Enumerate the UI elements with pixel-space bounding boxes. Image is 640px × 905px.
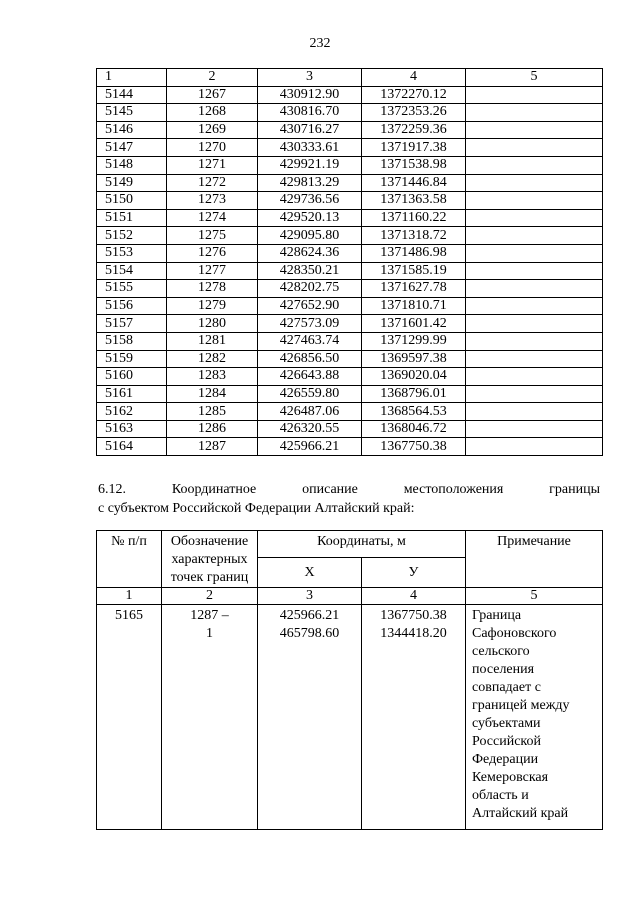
table-cell: 5164 bbox=[97, 438, 167, 456]
table-cell: 1371585.19 bbox=[362, 262, 466, 280]
table-cell: 1371538.98 bbox=[362, 156, 466, 174]
table-cell: 1286 bbox=[167, 420, 258, 438]
table-row bbox=[97, 156, 603, 174]
table-cell: 1271 bbox=[167, 156, 258, 174]
table-cell bbox=[466, 209, 603, 227]
coordinates-table bbox=[96, 68, 603, 456]
header-x: Х bbox=[258, 558, 362, 588]
table-row bbox=[97, 420, 603, 438]
table-row bbox=[97, 403, 603, 421]
note-line: Кемеровская bbox=[472, 770, 549, 785]
table-cell bbox=[466, 156, 603, 174]
table-cell bbox=[466, 403, 603, 421]
table-cell: 5146 bbox=[97, 121, 167, 139]
table-cell: 1371446.84 bbox=[362, 174, 466, 192]
table-cell: 5157 bbox=[97, 315, 167, 333]
header-note: Примечание bbox=[466, 531, 603, 588]
table-cell: 430912.90 bbox=[258, 86, 362, 104]
table-cell: 1372270.12 bbox=[362, 86, 466, 104]
table-cell: 3 bbox=[258, 69, 362, 87]
table-cell bbox=[466, 350, 603, 368]
heading-word: Координатное bbox=[171, 482, 257, 497]
table-cell: 429520.13 bbox=[258, 209, 362, 227]
table-cell: 1281 bbox=[167, 332, 258, 350]
table-row bbox=[97, 121, 603, 139]
note-line: Граница bbox=[472, 608, 522, 623]
heading-word: местоположения bbox=[403, 482, 504, 497]
table-cell: 426856.50 bbox=[258, 350, 362, 368]
note-line: Российской bbox=[472, 734, 541, 749]
table-cell: 429095.80 bbox=[258, 227, 362, 245]
page-number: 232 bbox=[309, 36, 331, 51]
note-line: субъектами bbox=[472, 716, 541, 731]
table-row bbox=[97, 385, 603, 403]
table-cell: 5158 bbox=[97, 332, 167, 350]
table-cell: 429813.29 bbox=[258, 174, 362, 192]
table-cell bbox=[466, 244, 603, 262]
table-cell: 5149 bbox=[97, 174, 167, 192]
table-cell bbox=[466, 192, 603, 210]
table-cell: 426643.88 bbox=[258, 368, 362, 386]
table-row bbox=[97, 174, 603, 192]
table-row bbox=[97, 315, 603, 333]
table-cell: 1274 bbox=[167, 209, 258, 227]
table-row bbox=[97, 86, 603, 104]
table-cell: 426320.55 bbox=[258, 420, 362, 438]
table-cell: 430816.70 bbox=[258, 104, 362, 122]
table-cell: 1371917.38 bbox=[362, 139, 466, 157]
table-cell: 5154 bbox=[97, 262, 167, 280]
table-cell: 5163 bbox=[97, 420, 167, 438]
table-cell: 1372353.26 bbox=[362, 104, 466, 122]
row-num: 5165 bbox=[97, 605, 162, 830]
numbering-cell: 5 bbox=[466, 588, 603, 605]
table-cell bbox=[466, 420, 603, 438]
table-cell: 427463.74 bbox=[258, 332, 362, 350]
section-heading-line2: с субъектом Российской Федерации Алтайский край: bbox=[98, 501, 415, 516]
table-row bbox=[97, 605, 603, 830]
table-cell: 5155 bbox=[97, 280, 167, 298]
table-cell bbox=[466, 86, 603, 104]
y-value: 1367750.38 bbox=[380, 608, 447, 623]
point-line: 1287 – bbox=[190, 608, 229, 623]
table-cell: 5153 bbox=[97, 244, 167, 262]
table-cell: 1368046.72 bbox=[362, 420, 466, 438]
numbering-cell: 3 bbox=[258, 588, 362, 605]
table-cell: 428350.21 bbox=[258, 262, 362, 280]
table-cell: 427652.90 bbox=[258, 297, 362, 315]
table-cell bbox=[466, 332, 603, 350]
note-line: Алтайский край bbox=[472, 806, 569, 821]
table-cell: 1284 bbox=[167, 385, 258, 403]
table-cell: 5156 bbox=[97, 297, 167, 315]
table-cell: 5152 bbox=[97, 227, 167, 245]
table-row bbox=[97, 280, 603, 298]
table-cell: 430333.61 bbox=[258, 139, 362, 157]
table-cell: 428624.36 bbox=[258, 244, 362, 262]
table-cell: 1371318.72 bbox=[362, 227, 466, 245]
header-coordinates: Координаты, м bbox=[258, 531, 466, 558]
table-cell: 1273 bbox=[167, 192, 258, 210]
note-line: Сафоновского bbox=[472, 626, 557, 641]
table-cell: 1275 bbox=[167, 227, 258, 245]
table-cell: 430716.27 bbox=[258, 121, 362, 139]
row-note bbox=[466, 605, 603, 830]
table-cell: 1372259.36 bbox=[362, 121, 466, 139]
table-cell: 1267 bbox=[167, 86, 258, 104]
note-line: сельского bbox=[472, 644, 530, 659]
table-cell: 426559.80 bbox=[258, 385, 362, 403]
point-line: 1 bbox=[206, 626, 213, 641]
table-cell: 5150 bbox=[97, 192, 167, 210]
row-points bbox=[162, 605, 258, 830]
section-heading bbox=[98, 480, 600, 518]
table-cell: 1368796.01 bbox=[362, 385, 466, 403]
x-value: 465798.60 bbox=[279, 626, 340, 641]
table-cell: 1367750.38 bbox=[362, 438, 466, 456]
table-cell bbox=[466, 262, 603, 280]
table-cell: 1285 bbox=[167, 403, 258, 421]
table-cell: 5151 bbox=[97, 209, 167, 227]
boundary-table bbox=[96, 530, 603, 830]
table-row bbox=[97, 438, 603, 456]
table-cell: 1277 bbox=[167, 262, 258, 280]
table-cell: 5 bbox=[466, 69, 603, 87]
table-cell: 1 bbox=[97, 69, 167, 87]
table-cell: 1269 bbox=[167, 121, 258, 139]
table-row bbox=[97, 139, 603, 157]
table-cell bbox=[466, 438, 603, 456]
table-cell: 5159 bbox=[97, 350, 167, 368]
row-x bbox=[258, 605, 362, 830]
table-cell: 1371601.42 bbox=[362, 315, 466, 333]
table-cell: 1369597.38 bbox=[362, 350, 466, 368]
table-cell: 1369020.04 bbox=[362, 368, 466, 386]
table-cell: 5161 bbox=[97, 385, 167, 403]
heading-word: границы bbox=[549, 482, 600, 497]
table-cell: 429736.56 bbox=[258, 192, 362, 210]
table-row bbox=[97, 192, 603, 210]
heading-word: 6.12. bbox=[98, 482, 126, 497]
table-cell: 5160 bbox=[97, 368, 167, 386]
table-cell: 5144 bbox=[97, 86, 167, 104]
table-cell: 1371363.58 bbox=[362, 192, 466, 210]
table-row bbox=[97, 297, 603, 315]
numbering-cell: 1 bbox=[97, 588, 162, 605]
table-cell: 1371160.22 bbox=[362, 209, 466, 227]
row-y bbox=[362, 605, 466, 830]
table-cell: 1268 bbox=[167, 104, 258, 122]
table-row bbox=[97, 332, 603, 350]
table-row bbox=[97, 368, 603, 386]
table-cell: 1287 bbox=[167, 438, 258, 456]
table-cell: 1272 bbox=[167, 174, 258, 192]
table-cell bbox=[466, 297, 603, 315]
table-cell: 5148 bbox=[97, 156, 167, 174]
note-line: Федерации bbox=[472, 752, 539, 767]
table-cell: 428202.75 bbox=[258, 280, 362, 298]
table-cell: 1283 bbox=[167, 368, 258, 386]
table-cell: 426487.06 bbox=[258, 403, 362, 421]
table-row bbox=[97, 262, 603, 280]
table-cell bbox=[466, 368, 603, 386]
note-line: совпадает с bbox=[472, 680, 541, 695]
table-cell: 5147 bbox=[97, 139, 167, 157]
table-cell: 429921.19 bbox=[258, 156, 362, 174]
table-row bbox=[97, 227, 603, 245]
note-line: область и bbox=[472, 788, 529, 803]
table-cell: 1371486.98 bbox=[362, 244, 466, 262]
table-row bbox=[97, 104, 603, 122]
numbering-cell: 4 bbox=[362, 588, 466, 605]
table-row bbox=[97, 350, 603, 368]
table-cell: 4 bbox=[362, 69, 466, 87]
note-line: границей между bbox=[472, 698, 570, 713]
table-cell: 1278 bbox=[167, 280, 258, 298]
header-y: У bbox=[362, 558, 466, 588]
table-cell bbox=[466, 385, 603, 403]
table-cell: 1371810.71 bbox=[362, 297, 466, 315]
table-cell: 1282 bbox=[167, 350, 258, 368]
table-header-row bbox=[97, 69, 603, 87]
table-cell: 1270 bbox=[167, 139, 258, 157]
table-cell bbox=[466, 104, 603, 122]
header-num: № п/п bbox=[97, 531, 162, 588]
header-points: Обозначение характерных точек границ bbox=[162, 531, 258, 588]
table-cell: 1279 bbox=[167, 297, 258, 315]
table-row bbox=[97, 244, 603, 262]
x-value: 425966.21 bbox=[279, 608, 340, 623]
table-cell bbox=[466, 139, 603, 157]
table-cell bbox=[466, 174, 603, 192]
heading-word: описание bbox=[302, 482, 358, 497]
table-cell bbox=[466, 315, 603, 333]
table-cell: 1276 bbox=[167, 244, 258, 262]
table-cell: 1371627.78 bbox=[362, 280, 466, 298]
note-line: поселения bbox=[472, 662, 535, 677]
table-cell bbox=[466, 121, 603, 139]
table-cell: 1368564.53 bbox=[362, 403, 466, 421]
numbering-cell: 2 bbox=[162, 588, 258, 605]
table-cell: 1371299.99 bbox=[362, 332, 466, 350]
table-cell: 5162 bbox=[97, 403, 167, 421]
table-cell: 1280 bbox=[167, 315, 258, 333]
table-row bbox=[97, 209, 603, 227]
y-value: 1344418.20 bbox=[380, 626, 447, 641]
table-cell: 427573.09 bbox=[258, 315, 362, 333]
table-cell: 5145 bbox=[97, 104, 167, 122]
table-cell: 2 bbox=[167, 69, 258, 87]
table-cell bbox=[466, 227, 603, 245]
table-cell: 425966.21 bbox=[258, 438, 362, 456]
table-cell bbox=[466, 280, 603, 298]
